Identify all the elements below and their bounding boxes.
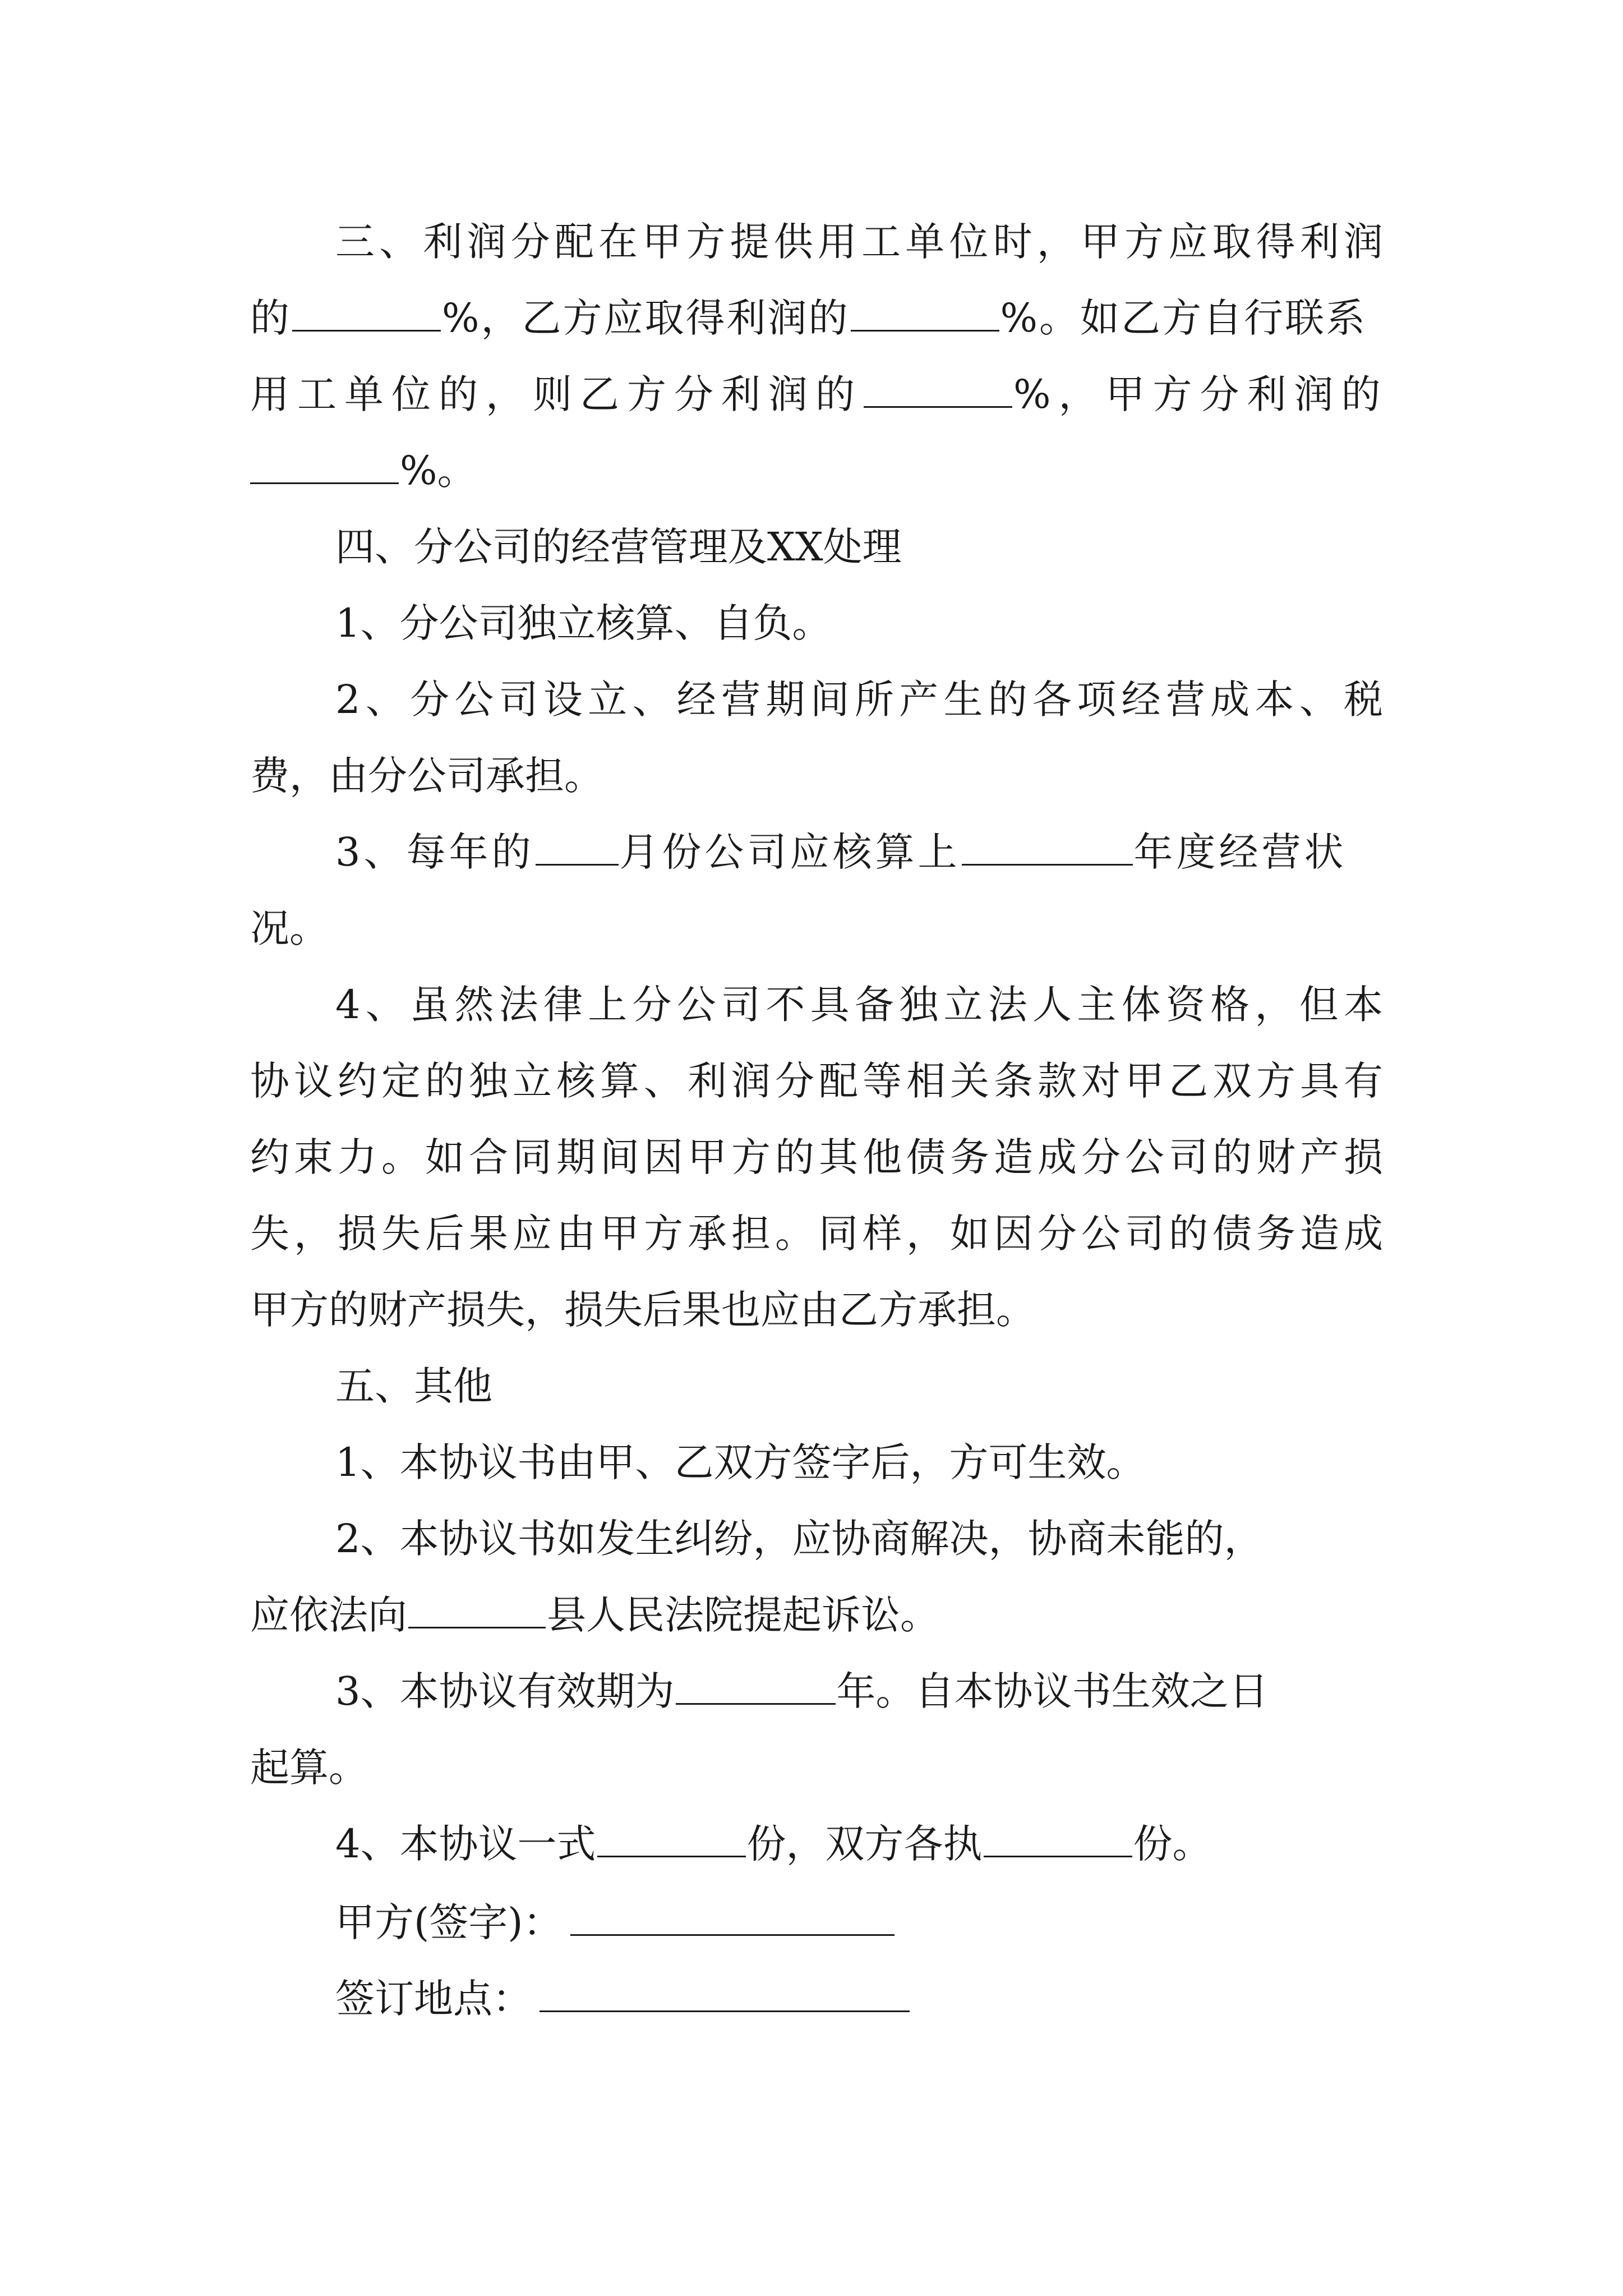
text: 月份公司应核算上 (619, 829, 961, 875)
text: %，乙方应取得利润的 (442, 295, 850, 341)
text: 四、分公司的经营管理及XX处理 (335, 524, 902, 570)
paragraph-line (250, 369, 1389, 420)
text: 1、本协议书由甲、乙双方签字后，方可生效。 (335, 1439, 1146, 1485)
paragraph-line (250, 751, 1383, 801)
text: 三、利润分配在甲方提供用工单位时，甲方应取得利润 (335, 219, 1383, 265)
section-heading (250, 1361, 1383, 1411)
text: 约束力。如合同期间因甲方的其他债务造成分公司的财产损 (250, 1134, 1383, 1180)
text: 甲方的财产损失，损失后果也应由乙方承担。 (250, 1287, 1035, 1333)
text: 协议约定的独立核算、利润分配等相关条款对甲乙双方具有 (250, 1058, 1383, 1104)
signing-place-blank (540, 1971, 910, 2012)
text: 况。 (250, 905, 329, 951)
paragraph-line (250, 1056, 1383, 1106)
text: 3、本协议有效期为 (335, 1668, 675, 1714)
fill-blank (597, 1822, 746, 1857)
paragraph-line (250, 1590, 1383, 1640)
text: 份。 (1133, 1821, 1212, 1867)
text: 县人民法院提起诉讼。 (547, 1592, 939, 1638)
signature-blank (570, 1895, 895, 1936)
paragraph-line (250, 598, 1383, 648)
text: 年度经营状 (1133, 829, 1347, 875)
paragraph-line (250, 979, 1383, 1030)
text: 甲方(签字)： (335, 1899, 562, 1945)
paragraph-line (250, 903, 1383, 954)
text: 2、本协议书如发生纠纷，应协商解决，协商未能的， (335, 1516, 1264, 1562)
fill-blank (676, 1669, 836, 1705)
text: 应依法向 (250, 1592, 407, 1638)
paragraph-line (250, 1437, 1383, 1488)
signing-place-line (250, 1971, 1383, 2024)
paragraph-line (250, 1819, 1383, 1869)
text: 年。自本协议书生效之日 (836, 1668, 1269, 1714)
text: 的 (250, 295, 291, 341)
text: %。 (400, 448, 477, 494)
text: %，甲方分利润的 (1013, 371, 1389, 417)
text: 3、每年的 (335, 829, 534, 875)
fill-blank (536, 830, 619, 866)
paragraph-line (250, 1513, 1383, 1564)
text: 签订地点： (335, 1976, 532, 2022)
text: %。如乙方自行联系 (1000, 295, 1367, 341)
text: 起算。 (250, 1745, 368, 1791)
text: 4、虽然法律上分公司不具备独立法人主体资格，但本 (335, 982, 1383, 1028)
paragraph-line (250, 1208, 1383, 1259)
fill-blank (984, 1822, 1132, 1857)
fill-blank (962, 830, 1133, 866)
text: 用工单位的，则乙方分利润的 (250, 371, 863, 417)
fill-blank (292, 296, 441, 332)
section-heading (250, 522, 1383, 572)
fill-blank (864, 372, 1012, 408)
text: 费，由分公司承担。 (250, 753, 603, 799)
text: 2、分公司设立、经营期间所产生的各项经营成本、税 (335, 677, 1383, 723)
text: 五、其他 (335, 1363, 492, 1409)
paragraph-line (250, 827, 1383, 877)
paragraph-line (250, 293, 1383, 343)
text: 失，损失后果应由甲方承担。同样，如因分公司的债务造成 (250, 1211, 1383, 1257)
paragraph-line (250, 1285, 1383, 1335)
paragraph-line (250, 445, 1383, 496)
signature-line-party-a (250, 1895, 1383, 1948)
text: 1、分公司独立核算、自负。 (335, 600, 832, 646)
fill-blank (851, 296, 999, 332)
paragraph-line (250, 1132, 1383, 1182)
fill-blank (250, 449, 399, 484)
fill-blank (408, 1593, 546, 1628)
text: 4、本协议一式 (335, 1821, 596, 1867)
paragraph-line (250, 1666, 1383, 1717)
text: 份，双方各执 (746, 1821, 983, 1867)
paragraph-line (250, 1742, 1383, 1793)
paragraph-line (250, 217, 1383, 267)
paragraph-line (250, 674, 1383, 725)
